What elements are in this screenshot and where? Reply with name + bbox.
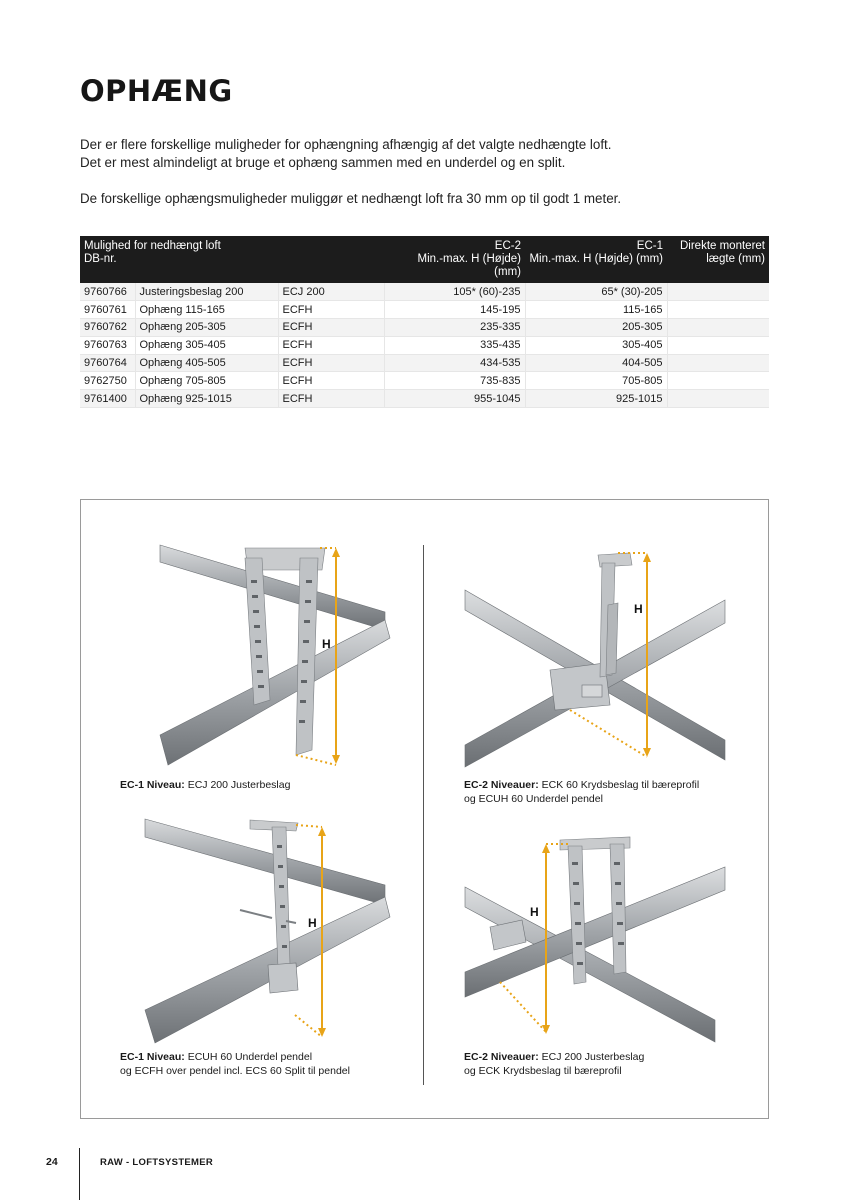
table-header-row xyxy=(80,236,769,283)
caption-panel-4 xyxy=(464,1050,644,1078)
table-row xyxy=(80,336,769,354)
caption-3-bold: EC-1 Niveau: xyxy=(120,1051,185,1063)
table-cell-type: ECFH xyxy=(278,319,384,337)
h-label-1: H xyxy=(322,637,331,651)
table-row xyxy=(80,319,769,337)
caption-4-text: ECJ 200 Justerbeslag xyxy=(538,1051,645,1063)
figure-panel-ec1-ecuh60 xyxy=(100,815,400,1045)
illustration-eck60 xyxy=(460,545,735,770)
table-cell-name: Ophæng 705-805 xyxy=(135,372,278,390)
caption-4-line2: og ECK Krydsbeslag til bæreprofil xyxy=(464,1065,622,1077)
table-cell-direct xyxy=(667,390,769,408)
table-cell-db: 9760761 xyxy=(80,301,135,319)
table-cell-type: ECFH xyxy=(278,354,384,372)
header-col-ec2 xyxy=(384,236,525,283)
caption-4-line1 xyxy=(464,1050,644,1064)
figure-panel-ec2-ecj200 xyxy=(460,832,735,1047)
table-cell-name: Ophæng 305-405 xyxy=(135,336,278,354)
table-cell-ec1: 65* (30)-205 xyxy=(525,283,667,301)
table-cell-type: ECFH xyxy=(278,301,384,319)
header-direct-line2: lægte (mm) xyxy=(706,253,765,265)
table-cell-ec2: 955-1045 xyxy=(384,390,525,408)
table-cell-direct xyxy=(667,301,769,319)
intro-line-3: De forskellige ophængsmuligheder muliggør et nedhængt loft fra 30 mm op til godt 1 meter. xyxy=(80,191,622,206)
header-option-line2: DB-nr. xyxy=(84,253,117,265)
caption-1-text: ECJ 200 Justerbeslag xyxy=(184,779,291,791)
illustration-ecuh60 xyxy=(100,815,400,1045)
caption-4-bold: EC-2 Niveauer: xyxy=(464,1051,539,1063)
table-cell-ec1: 705-805 xyxy=(525,372,667,390)
table-cell-ec1: 115-165 xyxy=(525,301,667,319)
table-cell-ec2: 735-835 xyxy=(384,372,525,390)
table-cell-direct xyxy=(667,283,769,301)
caption-panel-1 xyxy=(120,778,290,792)
table-cell-type: ECFH xyxy=(278,390,384,408)
page-number: 24 xyxy=(46,1156,58,1168)
table-cell-type: ECFH xyxy=(278,372,384,390)
caption-1-bold: EC-1 Niveau: xyxy=(120,779,185,791)
figure-panel-ec1-ecj200 xyxy=(100,540,400,770)
caption-panel-2 xyxy=(464,778,699,806)
header-col-direct xyxy=(667,236,769,283)
header-ec1-line1: EC-1 xyxy=(636,240,663,252)
header-ec1-line2: Min.-max. H (Højde) (mm) xyxy=(529,253,663,265)
caption-3-text: ECUH 60 Underdel pendel xyxy=(184,1051,313,1063)
table-cell-direct xyxy=(667,319,769,337)
intro-line-2: Det er mest almindeligt at bruge et ophæng sammen med en underdel og en split. xyxy=(80,155,566,170)
table-cell-name: Ophæng 205-305 xyxy=(135,319,278,337)
table-cell-type: ECJ 200 xyxy=(278,283,384,301)
table-cell-name: Ophæng 405-505 xyxy=(135,354,278,372)
caption-panel-3 xyxy=(120,1050,350,1078)
illustration-ecj200 xyxy=(100,540,400,770)
table-cell-direct xyxy=(667,372,769,390)
footer-section-title: RAW - LOFTSYSTEMER xyxy=(100,1157,214,1168)
table-row xyxy=(80,372,769,390)
table-cell-ec2: 434-535 xyxy=(384,354,525,372)
table-cell-ec1: 925-1015 xyxy=(525,390,667,408)
table-cell-direct xyxy=(667,336,769,354)
caption-2-text: ECK 60 Krydsbeslag til bæreprofil xyxy=(538,779,700,791)
illustration-ecj200-eck xyxy=(460,832,735,1047)
table-cell-db: 9762750 xyxy=(80,372,135,390)
h-label-3: H xyxy=(308,916,317,930)
header-col-option xyxy=(80,236,384,283)
header-ec2-line2: Min.-max. H (Højde) (mm) xyxy=(417,253,521,278)
caption-3-line1 xyxy=(120,1050,350,1064)
caption-3-line2: og ECFH over pendel incl. ECS 60 Split til pendel xyxy=(120,1065,350,1077)
table-row xyxy=(80,354,769,372)
table-cell-db: 9761400 xyxy=(80,390,135,408)
intro-text xyxy=(80,136,621,208)
spec-table xyxy=(80,236,769,408)
table-cell-ec1: 404-505 xyxy=(525,354,667,372)
table-cell-name: Ophæng 115-165 xyxy=(135,301,278,319)
table-cell-name: Justeringsbeslag 200 xyxy=(135,283,278,301)
table-cell-ec2: 145-195 xyxy=(384,301,525,319)
table-cell-name: Ophæng 925-1015 xyxy=(135,390,278,408)
caption-2-bold: EC-2 Niveauer: xyxy=(464,779,539,791)
table-row xyxy=(80,390,769,408)
page-title: OPHÆNG xyxy=(80,74,233,108)
table-cell-direct xyxy=(667,354,769,372)
table-cell-db: 9760764 xyxy=(80,354,135,372)
caption-2-line1 xyxy=(464,778,699,792)
h-label-2: H xyxy=(634,602,643,616)
footer-divider xyxy=(79,1148,80,1200)
header-col-ec1 xyxy=(525,236,667,283)
table-cell-ec1: 305-405 xyxy=(525,336,667,354)
header-option-line1: Mulighed for nedhængt loft xyxy=(84,240,221,252)
table-cell-ec2: 235-335 xyxy=(384,319,525,337)
table-cell-ec1: 205-305 xyxy=(525,319,667,337)
table-cell-ec2: 335-435 xyxy=(384,336,525,354)
header-ec2-line1: EC-2 xyxy=(494,240,521,252)
table-row xyxy=(80,301,769,319)
caption-2-line2: og ECUH 60 Underdel pendel xyxy=(464,793,603,805)
h-label-4: H xyxy=(530,905,539,919)
table-cell-ec2: 105* (60)-235 xyxy=(384,283,525,301)
figure-divider xyxy=(423,545,424,1085)
table-cell-db: 9760762 xyxy=(80,319,135,337)
table-cell-db: 9760766 xyxy=(80,283,135,301)
table-row xyxy=(80,283,769,301)
table-cell-type: ECFH xyxy=(278,336,384,354)
table-cell-db: 9760763 xyxy=(80,336,135,354)
figure-panel-ec2-eck60 xyxy=(460,545,735,770)
header-direct-line1: Direkte monteret xyxy=(679,240,765,252)
intro-line-1: Der er flere forskellige muligheder for ophængning afhængig af det valgte nedhængte loft. xyxy=(80,137,612,152)
